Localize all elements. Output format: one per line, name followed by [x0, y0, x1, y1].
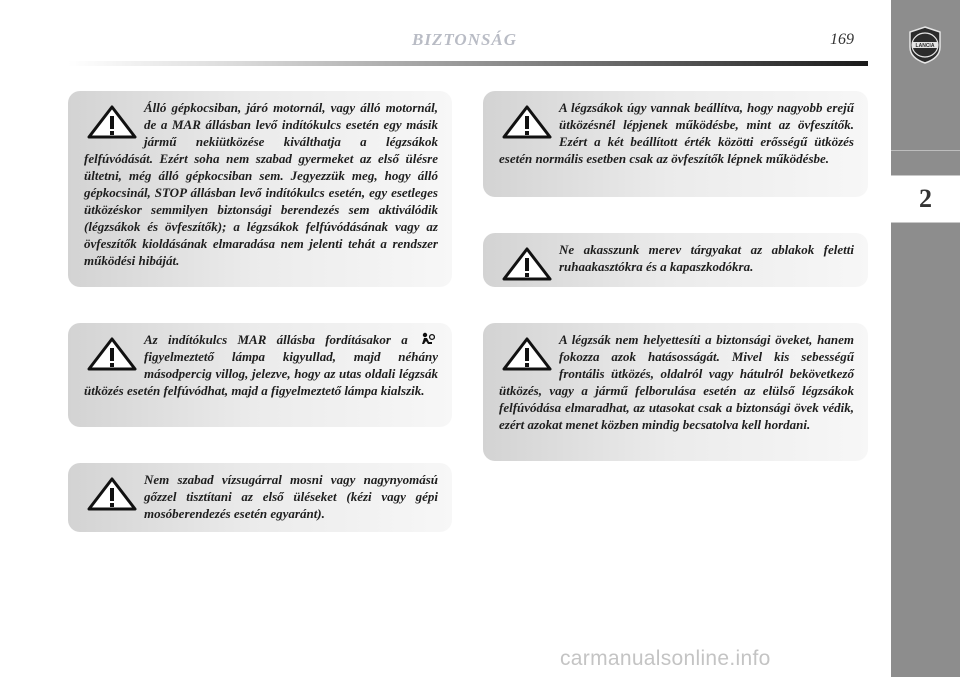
warning-text: A légzsákok úgy vannak beállítva, hogy nagyobb erejű ütközésnél lépjenek működésbe, mint az övfeszítők. Ezért a két beállított érték közötti erősségű ütközés esetén normális esetben csak az övfeszítők lépnek működésbe. — [499, 100, 854, 166]
warning-box-seat-washing — [68, 463, 452, 532]
lancia-shield-logo-icon — [907, 25, 943, 65]
logo-text: LANCIA — [915, 43, 935, 49]
side-tab-divider — [891, 150, 960, 151]
warning-box-coat-hooks — [483, 233, 868, 287]
warning-box-parked-vehicle — [68, 91, 452, 287]
warning-box-seat-belts — [483, 323, 868, 461]
warning-text: Álló gépkocsiban, járó motornál, vagy álló motornál, de a MAR állásban levő indítókulcs esetén egy másik jármű nekiütközése kiválthatja a légzsákok felfúvódását. Ezért soha nem szabad gyermeket az első ülésre ültetni, még álló gépkocsiban sem. Jegyezzük meg, hogy álló gépkocsinál, STOP állásban levő indítókulcs esetén, egy esetleges ütközéskor semmilyen biztonsági berendezés sem aktiválódik (légzsákok és övfeszítők); a légzsákok felfúvódásának vagy az övfeszítők kioldásának elmaradása nem jelenti tehát a rendszer működési hibáját. — [84, 100, 438, 268]
airbag-warning-light-icon — [421, 332, 435, 345]
watermark: carmanualsonline.info — [560, 647, 771, 670]
warning-triangle-icon — [501, 337, 553, 371]
header-rule — [68, 61, 868, 66]
warning-triangle-icon — [501, 105, 553, 139]
warning-triangle-icon — [86, 477, 138, 511]
warning-box-airbag-threshold — [483, 91, 868, 197]
section-title: BIZTONSÁG — [412, 30, 518, 49]
warning-triangle-icon — [86, 105, 138, 139]
warning-triangle-icon — [501, 247, 553, 281]
page-number: 169 — [830, 31, 854, 48]
warning-text: A légzsák nem helyettesíti a biztonsági öveket, hanem fokozza azok hatásosságát. Mivel kis sebességű frontális ütközés, oldalról vagy hátulról bekövetkező ütközés, vagy a jármű felborulása esetén az elülső légzsákok felfúvódása elmaradhat, az utasokat csak a biztonsági övek védik, ezért azokat menet közben mindig becsatolva kell hordani. — [499, 332, 854, 432]
warning-triangle-icon — [86, 337, 138, 371]
warning-box-airbag-lamp — [68, 323, 452, 427]
warning-text-after: figyelmeztető lámpa kigyullad, majd néhány másodpercig villog, jelezve, hogy az utas oldali légzsák ütközés esetén felfúvódhat, majd a figyelmeztető lámpa kialszik. — [84, 349, 438, 398]
warning-text-before: Az indítókulcs MAR állásba fordításakor a — [144, 332, 408, 347]
warning-text: Nem szabad vízsugárral mosni vagy nagynyomású gőzzel tisztítani az első üléseket (kézi vagy gépi mosóberendezés esetén egyaránt). — [144, 472, 438, 521]
chapter-number-tab[interactable]: 2 — [891, 175, 960, 223]
side-tab — [891, 0, 960, 677]
warning-text: Ne akasszunk merev tárgyakat az ablakok feletti ruhaakasztókra és a kapaszkodókra. — [559, 242, 854, 274]
